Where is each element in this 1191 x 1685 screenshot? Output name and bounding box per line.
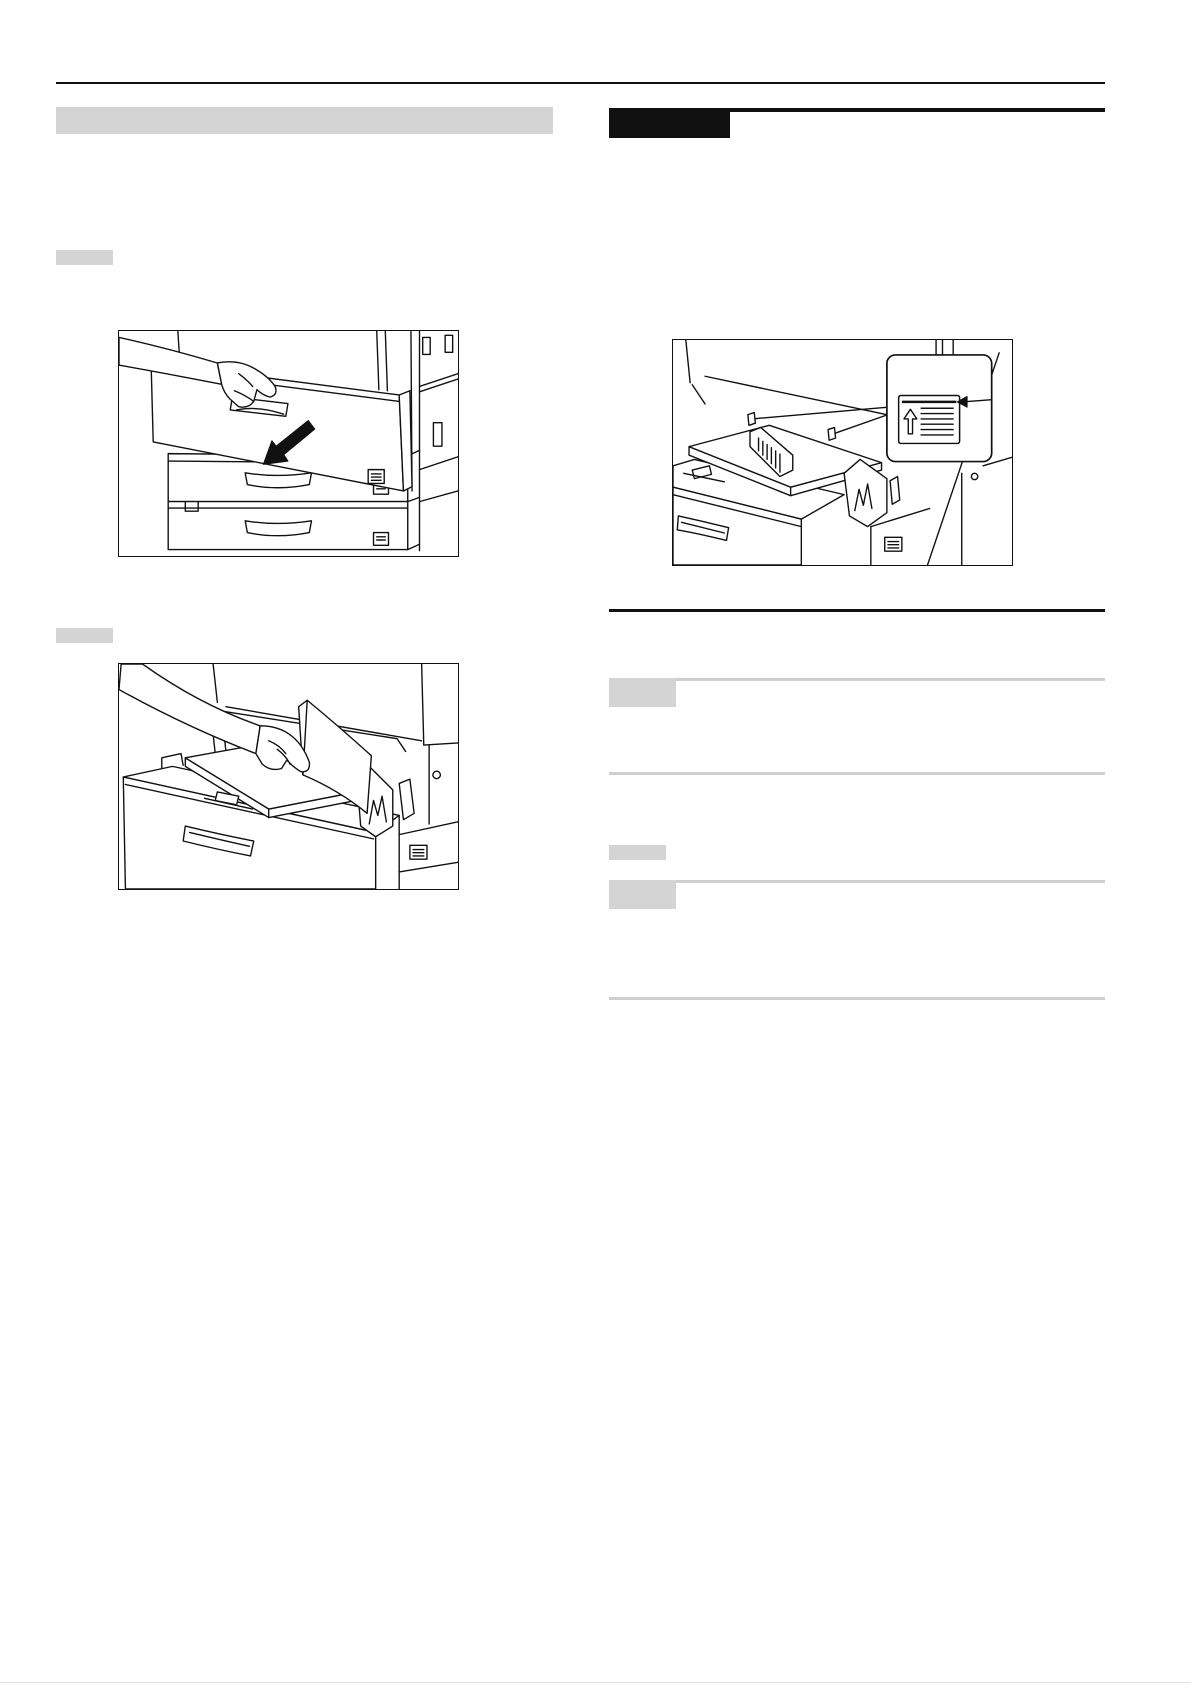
page-bottom-edge <box>0 1682 1191 1683</box>
drawer-pull-illustration <box>119 331 458 556</box>
section-rule <box>609 609 1105 612</box>
note-tag-1 <box>609 678 676 707</box>
note-rule-top-2 <box>609 880 1105 883</box>
note-tag-2 <box>609 880 676 909</box>
heading-tab-right <box>609 108 730 138</box>
note-rule-bottom-1 <box>609 772 1105 775</box>
max-fill-label-icon <box>887 355 992 462</box>
top-rule <box>56 82 1105 84</box>
paper-limit-figure <box>672 339 1013 566</box>
step-label-3 <box>609 845 666 860</box>
side-guide <box>844 459 930 565</box>
paper-limit-label-illustration <box>673 340 1012 565</box>
paper-loading-figure <box>118 663 459 890</box>
note-rule-bottom-2 <box>609 997 1105 1000</box>
step-label-1 <box>56 250 113 265</box>
note-rule-top-1 <box>609 678 1105 681</box>
drawer-pull-figure <box>118 330 459 557</box>
step-label-2 <box>56 628 113 643</box>
section-heading-bar <box>56 107 553 134</box>
paper-loading-illustration <box>119 664 458 889</box>
